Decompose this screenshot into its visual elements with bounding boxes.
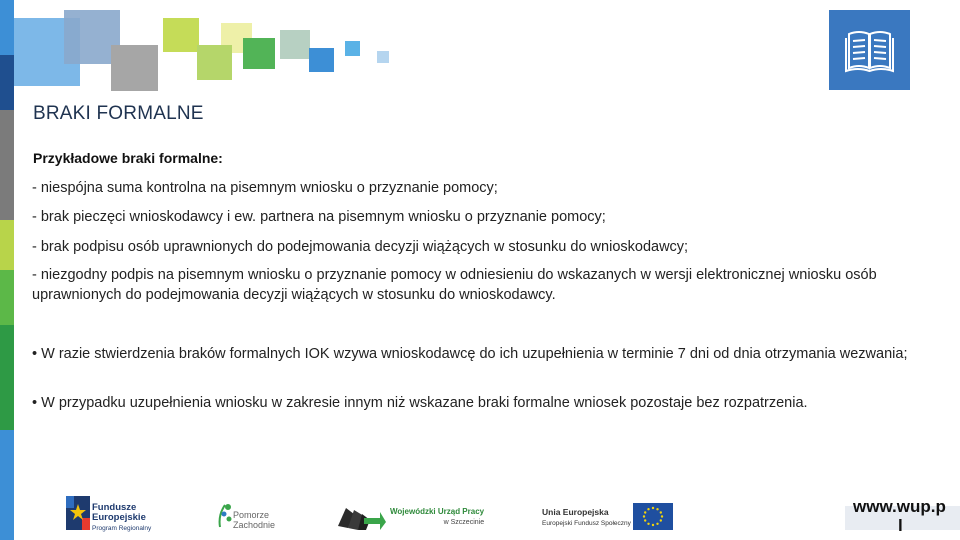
- deco-square-gray: [111, 45, 158, 91]
- website-url[interactable]: www.wup.p: [853, 497, 946, 516]
- wup-line1: Wojewódzki Urząd Pracy: [390, 507, 485, 516]
- ue-line2: Europejski Fundusz Społeczny: [542, 520, 631, 527]
- left-stripe-navy: [0, 55, 14, 110]
- deco-square-lightgreen: [197, 45, 232, 80]
- pz-line2: Zachodnie: [233, 520, 276, 530]
- left-stripe-lightgreen: [0, 220, 14, 270]
- dash-item: - niezgodny podpis na pisemnym wniosku o przyznanie pomocy w odniesieniu do wskazanych w wersji elektronicznej wniosku osób uprawnionych do podejmowania decyzji wiążących w stosunku do wnioskodawcy.: [32, 267, 877, 303]
- deco-square-blue: [309, 48, 334, 72]
- deco-square-sage: [280, 30, 310, 59]
- deco-square-paleblue: [377, 51, 389, 63]
- left-stripe-blue-top: [0, 0, 14, 55]
- fe-line1: Fundusze: [92, 502, 137, 513]
- wup-emblem-icon: [336, 500, 386, 530]
- wup-line2: w Szczecinie: [443, 519, 485, 526]
- ue-line1: Unia Europejska: [542, 507, 609, 517]
- bullet-item: • W razie stwierdzenia braków formalnych IOK wzywa wnioskodawcę do ich uzupełnienia w terminie 7 dni od dnia otrzymania wezwania;: [32, 346, 908, 362]
- pomorze-leaf-icon: [216, 501, 234, 529]
- fe-star-icon: [66, 496, 90, 530]
- pz-line1: Pomorze: [233, 510, 270, 520]
- fe-line3: Program Regionalny: [92, 525, 152, 532]
- eu-flag-icon: [633, 503, 673, 530]
- deco-square-green: [243, 38, 275, 69]
- fe-line2: Europejskie: [92, 512, 146, 523]
- bullet-item: • W przypadku uzupełnienia wniosku w zakresie innym niż wskazane braki formalne wniosek pozostaje bez rozpatrzenia.: [32, 395, 808, 411]
- slide-title: BRAKI FORMALNE: [33, 103, 204, 124]
- deco-square-lime: [163, 18, 199, 52]
- left-stripe-gray: [0, 110, 14, 220]
- slide-subtitle: Przykładowe braki formalne:: [33, 150, 223, 166]
- website-url-continuation[interactable]: l: [898, 516, 903, 535]
- book-icon-tile: [829, 10, 910, 90]
- book-icon: [829, 10, 910, 90]
- left-stripe-green: [0, 270, 14, 325]
- left-stripe-blue-bottom: [0, 430, 14, 540]
- dash-item: - brak podpisu osób uprawnionych do podejmowania decyzji wiążących w stosunku do wnioskodawcy;: [32, 239, 689, 255]
- deco-square-skyblue: [345, 41, 360, 56]
- dash-item: - niespójna suma kontrolna na pisemnym wniosku o przyznanie pomocy;: [32, 180, 498, 196]
- left-stripe-darkgreen: [0, 325, 14, 430]
- dash-item: - brak pieczęci wnioskodawcy i ew. partnera na pisemnym wniosku o przyznanie pomocy;: [32, 209, 606, 225]
